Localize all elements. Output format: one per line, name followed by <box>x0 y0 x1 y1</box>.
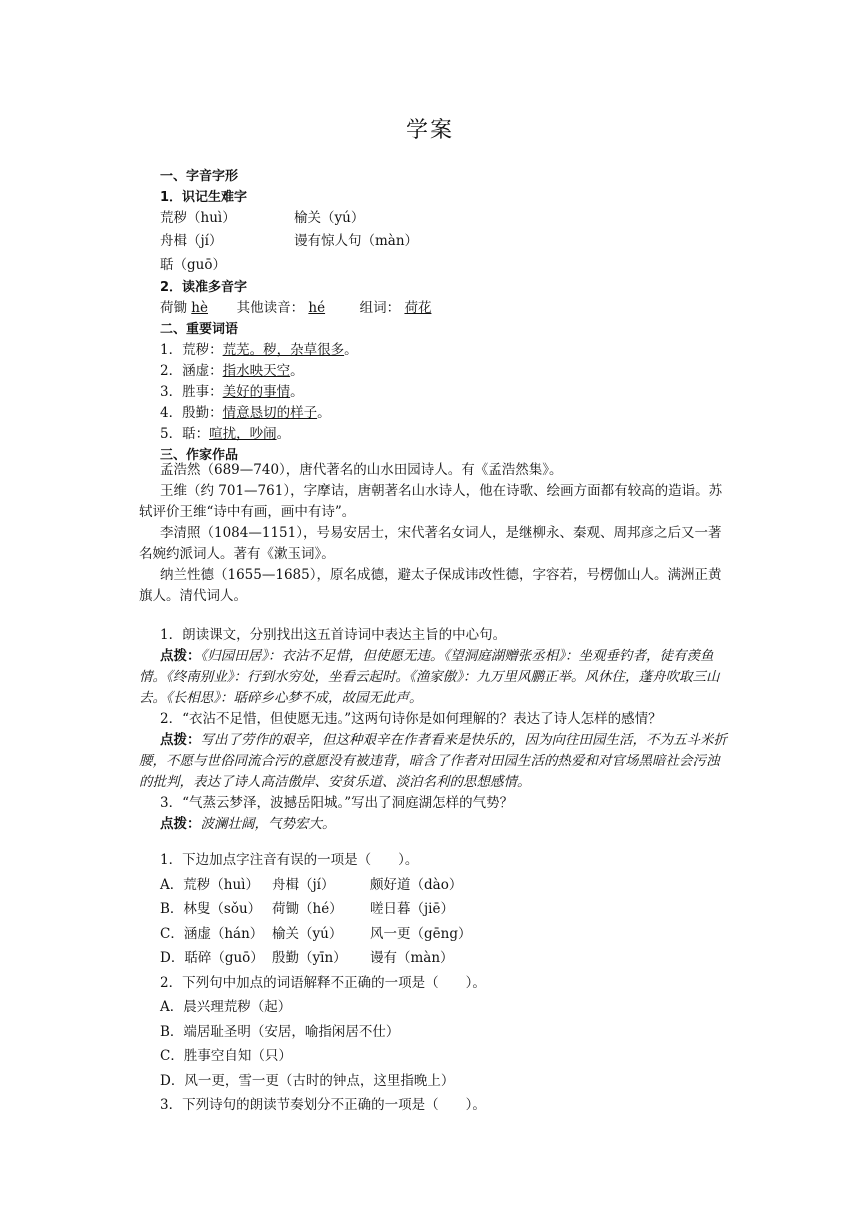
author-paragraph: 孟浩然（689—740），唐代著名的山水田园诗人。有《孟浩然集》。 <box>160 462 563 478</box>
exercise-option: C．胜事空自知（只） <box>160 1048 292 1064</box>
page-title: 学案 <box>405 118 454 143</box>
subsection-heading: 2．读准多音字 <box>160 280 248 295</box>
exercise-question: 3．下列诗句的朗读节奏划分不正确的一项是（ ）。 <box>160 1097 486 1113</box>
section-heading: 三、作家作品 <box>160 448 239 463</box>
exercises <box>160 848 730 1118</box>
question: 2．“衣沾不足惜，但使愿无违。”这两句诗你是如何理解的？表达了诗人怎样的感情？ <box>160 711 662 727</box>
char-item: 谩有惊人句（màn） <box>294 233 419 249</box>
char-item: 荒秽（huì） <box>160 210 236 226</box>
char-row <box>160 208 730 229</box>
char-item: 榆关（yú） <box>294 210 365 226</box>
section-heading: 一、字音字形 <box>160 169 239 184</box>
other-reading-label: 其他读音： <box>236 300 305 316</box>
exercise-question: 2．下列句中加点的词语解释不正确的一项是（ ）。 <box>160 974 486 991</box>
other-reading: hé <box>308 300 326 316</box>
question: 1．朗读课文，分别找出这五首诗词中表达主旨的中心句。 <box>160 627 507 643</box>
char-item: 舟楫（jí） <box>160 233 223 249</box>
vocab-item: 5．聒：喧扰，吵闹。 <box>160 426 291 442</box>
vocab-item: 3．胜事：美好的事情。 <box>160 384 304 400</box>
vocab-item: 1．荒秽：荒芜。秽，杂草很多。 <box>160 342 358 358</box>
section-heading: 二、重要词语 <box>160 322 239 337</box>
word-label: 组词： <box>359 300 401 316</box>
author-paragraph: 李清照（1084—1151），号易安居士，宋代著名女词人，是继柳永、秦观、周邦彦之后又一著名婉约派词人。著有《漱玉词》。 <box>139 525 722 562</box>
word-example: 荷花 <box>404 300 432 316</box>
exercise-question: 1．下边加点字注音有误的一项是（ ）。 <box>160 852 419 868</box>
author-paragraph: 王维（约 701—761），字摩诘，唐朝著名山水诗人，他在诗歌、绘画方面都有较高的造诣。苏轼评价王维“诗中有画，画中有诗”。 <box>139 483 723 520</box>
polyphone-row <box>160 298 730 319</box>
polyphone-reading: hè <box>191 300 208 316</box>
answer: 点拨：波澜壮阔，气势宏大。 <box>160 816 336 832</box>
question: 3．“气蒸云梦泽，波撼岳阳城。”写出了洞庭湖怎样的气势？ <box>160 795 514 811</box>
exercise-option: A．荒秽（huì） 舟楫（jí） 颇好道（dào） <box>160 876 463 893</box>
subsection-heading: 1．识记生难字 <box>160 190 248 205</box>
polyphone-char: 荷锄 <box>160 300 187 316</box>
exercise-option: D．聒碎（guō） 殷勤（yīn） 谩有（màn） <box>160 950 454 966</box>
author-paragraphs <box>139 460 731 835</box>
exercise-option: B．林叟（sǒu） 荷锄（hé） 嗟日暮（jiē） <box>160 901 454 917</box>
answer: 点拨：《归园田居》：衣沾不足惜，但使愿无违。《望洞庭湖赠张丞相》：坐观垂钓者，徒有羡鱼情。《终南别业》：行到水穷处，坐看云起时。《渔家傲》：九万里风鹏正举。风休住，蓬舟吹取三山去。《长相思》：聒碎乡心梦不成，故园无此声。 <box>139 648 720 706</box>
vocab-item: 4．殷勤：情意恳切的样子。 <box>160 405 331 421</box>
answer: 点拨：写出了劳作的艰辛，但这种艰辛在作者看来是快乐的，因为向往田园生活，不为五斗米折腰，不愿与世俗同流合污的意愿没有被违背，暗含了作者对田园生活的热爱和对官场黑暗社会污浊的批判，表达了诗人高洁傲岸、安贫乐道、淡泊名利的思想感情。 <box>139 732 727 790</box>
char-item: 聒（guō） <box>160 257 226 273</box>
exercise-option: C．涵虚（hán） 榆关（yú） 风一更（gēng） <box>160 925 472 942</box>
author-paragraph: 纳兰性德（1655—1685），原名成德，避太子保成讳改性德，字容若，号楞伽山人。满洲正黄旗人。清代词人。 <box>139 567 722 604</box>
vocab-item: 2．涵虚：指水映天空。 <box>160 363 304 379</box>
exercise-option: A．晨兴理荒秽（起） <box>160 999 292 1015</box>
content <box>160 166 730 466</box>
exercise-option: D．风一更，雪一更（古时的钟点，这里指晚上） <box>160 1072 455 1089</box>
exercise-option: B．端居耻圣明（安居，喻指闲居不仕） <box>160 1023 400 1040</box>
char-row <box>160 229 730 253</box>
